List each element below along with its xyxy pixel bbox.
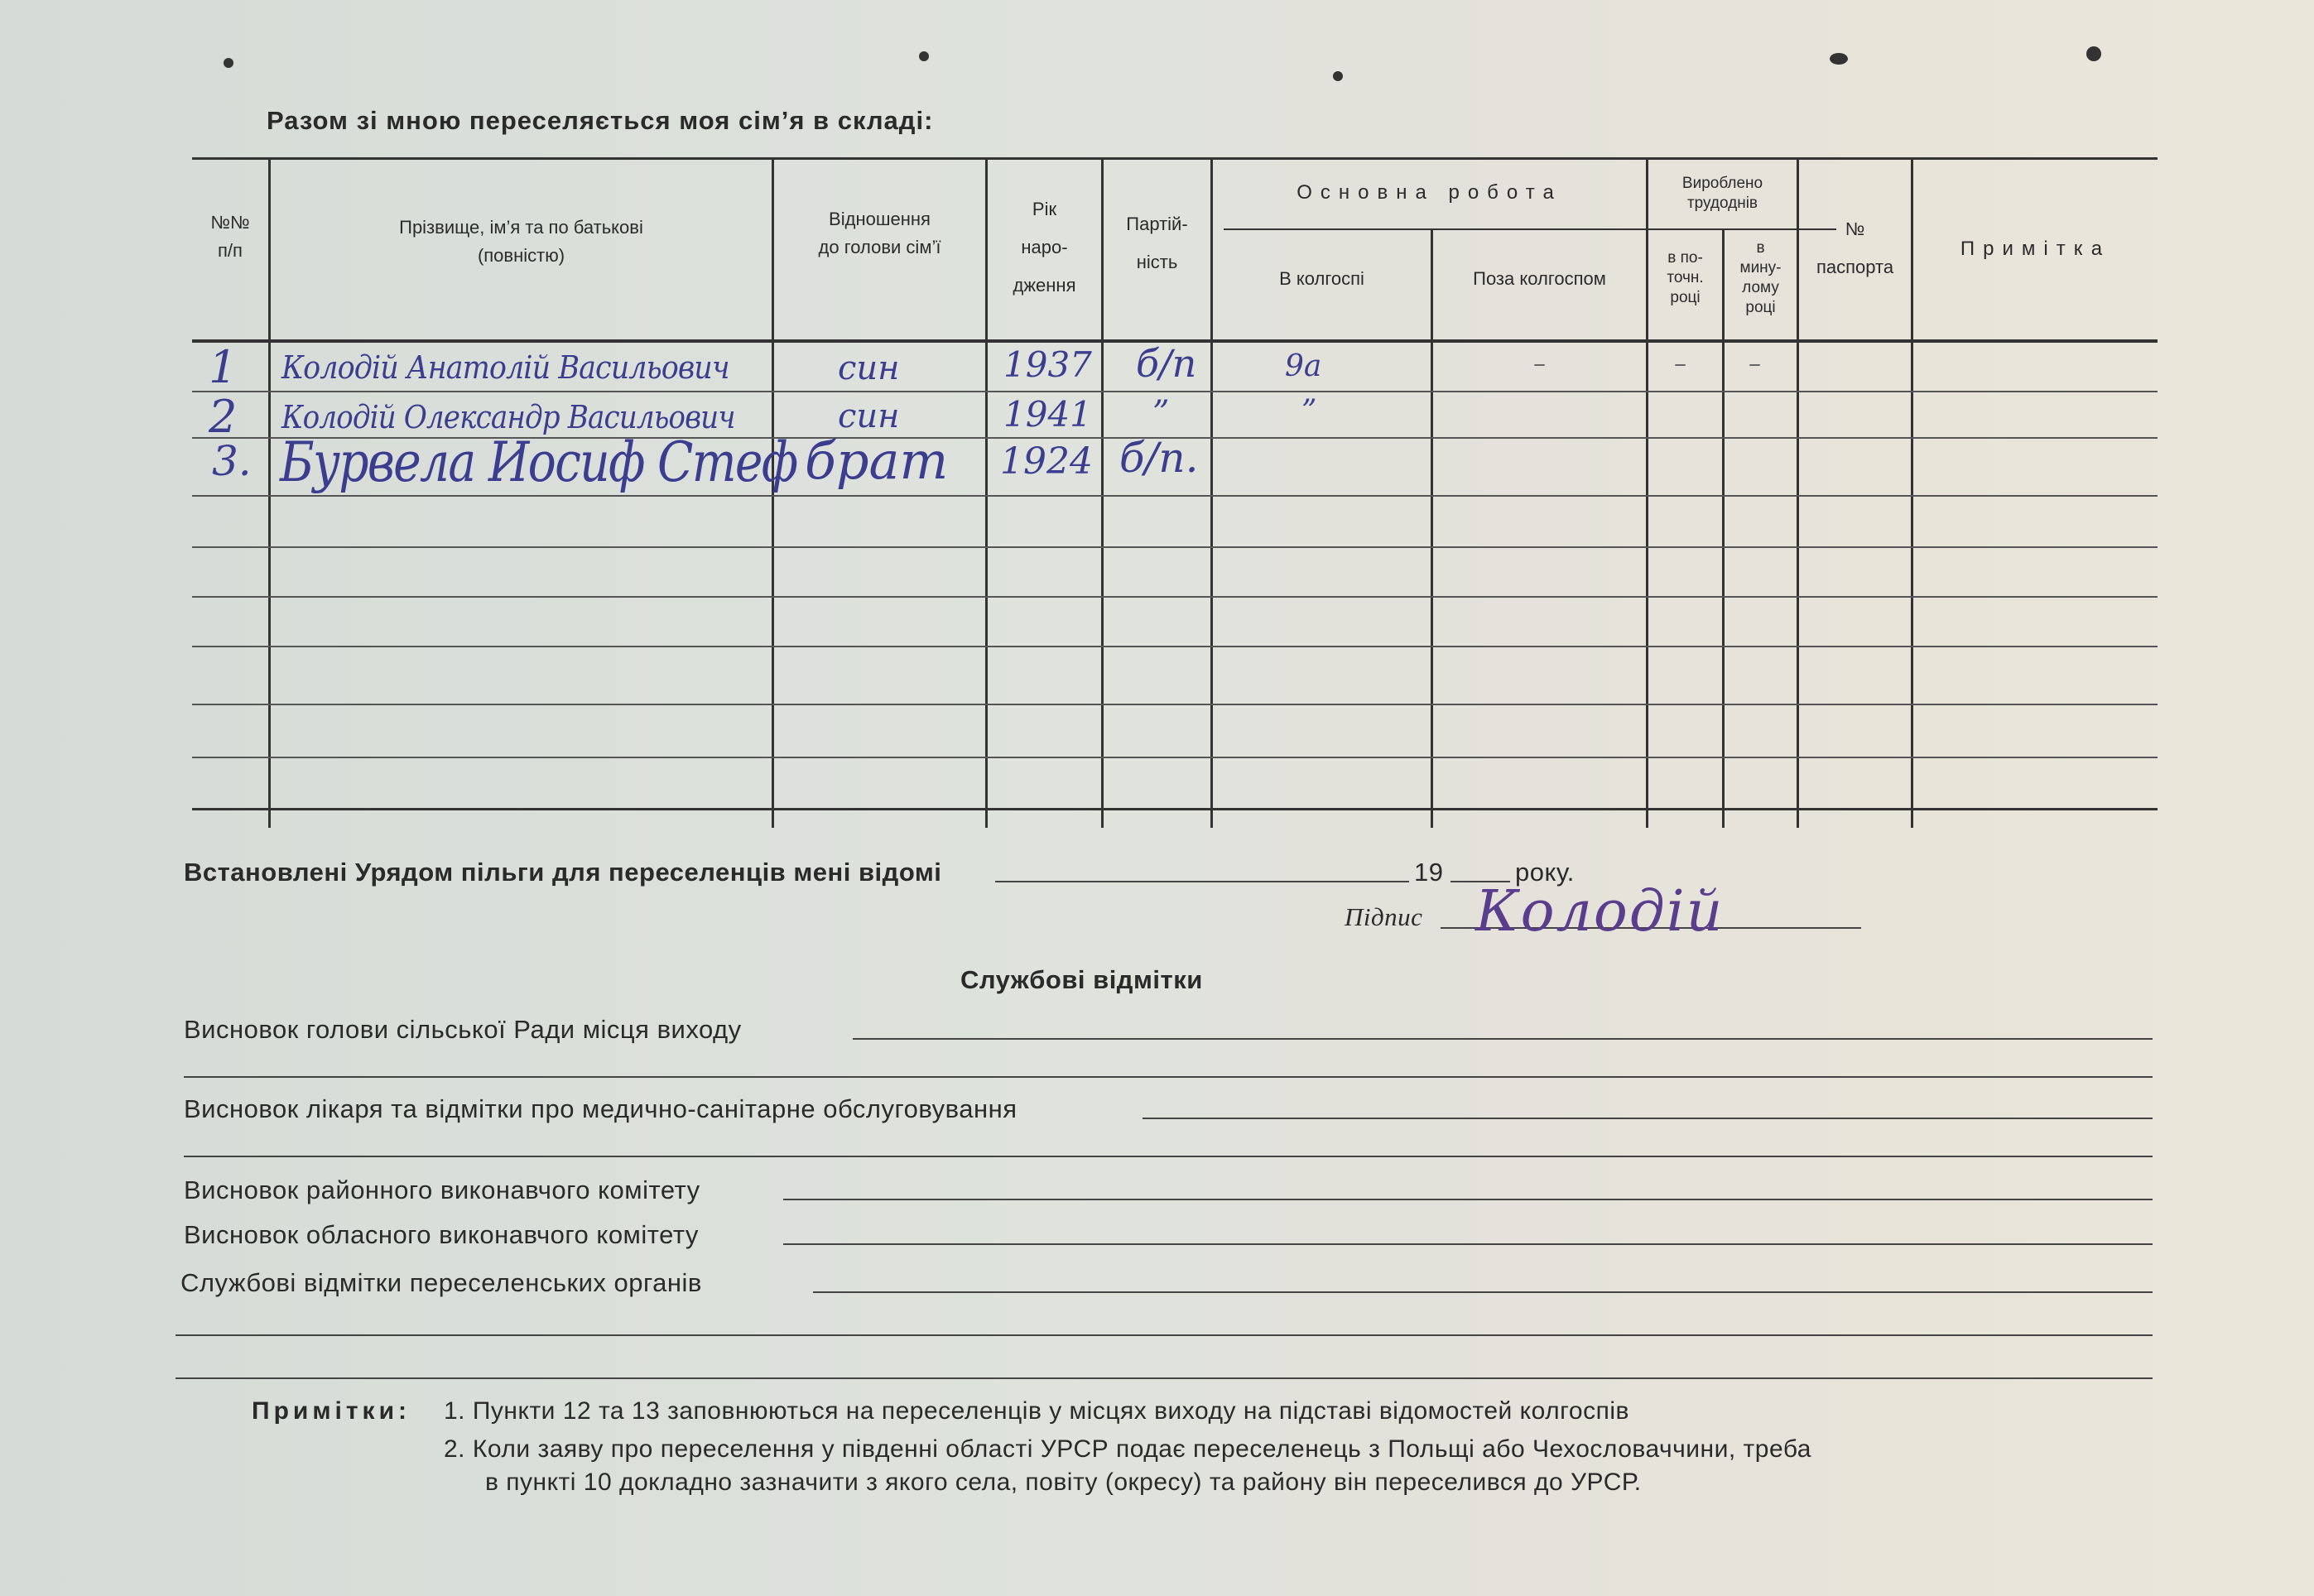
header-passport: № паспорта: [1816, 219, 1894, 277]
header-current-year: в по- точн. році: [1667, 249, 1704, 306]
service-item-regional-committee: Висновок обласного виконавчого комітету: [184, 1220, 699, 1249]
row1-year: 1937: [1003, 344, 1092, 385]
row3-year: 1924: [1000, 440, 1093, 483]
row3-relation: брат: [805, 430, 949, 491]
row3-num: 3.: [212, 437, 252, 485]
header-outside-kolgosp: Поза колгоспом: [1473, 268, 1606, 289]
row2-relation: син: [838, 397, 900, 435]
row1-cur: –: [1674, 349, 1686, 378]
row1-kolgosp: 9а: [1285, 349, 1322, 383]
row2-year: 1941: [1003, 394, 1092, 435]
header-in-kolgosp: В колгоспі: [1279, 268, 1364, 289]
service-item-resettlement: Службові відмітки переселенських органів: [180, 1268, 702, 1297]
family-heading: Разом зі мною переселяється моя сім’я в складі:: [267, 106, 934, 135]
note-2-cont: в пункті 10 докладно зазначити з якого села, повіту (окресу) та району він переселився до УРСР.: [485, 1469, 1642, 1496]
note-2: 2. Коли заяву про переселення у південні області УРСР подає переселенець з Польщі або Чехословаччини, треба: [444, 1435, 1811, 1463]
punch-hole: [224, 58, 233, 68]
benefits-label: Встановлені Урядом пільги для переселенців мені відомі: [184, 858, 942, 887]
signature-label: Підпис: [1345, 902, 1423, 931]
benefits-year-prefix: 19: [1414, 858, 1444, 887]
row3-name: Бурвела Иосиф Стеф: [280, 430, 797, 494]
header-num: №№ п/п: [210, 212, 250, 261]
benefits-year-suffix: року.: [1515, 858, 1575, 887]
row1-num: 1: [209, 341, 238, 393]
row1-outside: –: [1533, 349, 1546, 378]
notes-label: Примітки:: [252, 1397, 411, 1425]
header-year: Рік наро- дження: [1013, 199, 1076, 296]
row1-last: –: [1749, 349, 1761, 378]
header-last-year: в мину- лому році: [1739, 239, 1782, 316]
signature: Колодій: [1475, 879, 1725, 945]
service-item-village-council: Висновок голови сільської Ради місця виходу: [184, 1015, 742, 1044]
service-item-doctor: Висновок лікаря та відмітки про медично-санітарне обслуговування: [184, 1094, 1017, 1123]
note-1: 1. Пункти 12 та 13 заповнюються на переселенців у місцях виходу на підставі відомостей колгоспів: [444, 1397, 1629, 1425]
header-workdays: Вироблено трудоднів: [1681, 175, 1763, 212]
punch-hole: [919, 51, 929, 61]
header-relation: Відношення до голови сім’ї: [818, 209, 941, 257]
row2-party: ”: [1152, 394, 1170, 432]
row2-num: 2: [209, 391, 238, 443]
header-name: Прізвище, ім’я та по батькові (повністю): [399, 217, 643, 266]
header-main-work: Основна робота: [1297, 181, 1562, 204]
row1-name: Колодій Анатолій Васильович: [281, 349, 729, 386]
punch-hole: [1333, 71, 1343, 81]
punch-hole: [2086, 46, 2101, 61]
service-item-district-committee: Висновок районного виконавчого комітету: [184, 1175, 700, 1204]
punch-hole: [1830, 53, 1848, 65]
row1-relation: син: [838, 349, 900, 387]
family-table: [192, 157, 2158, 820]
row2-kolgosp: ”: [1301, 394, 1317, 428]
benefits-line: [995, 881, 1409, 882]
service-title: Службові відмітки: [960, 965, 1203, 994]
row1-party: б/п: [1136, 341, 1197, 386]
row2-name: Колодій Олександр Васильович: [281, 399, 735, 435]
header-party: Партій- ність: [1126, 214, 1188, 272]
row3-party: б/п.: [1119, 434, 1199, 482]
header-note: Примітка: [1960, 238, 2111, 260]
